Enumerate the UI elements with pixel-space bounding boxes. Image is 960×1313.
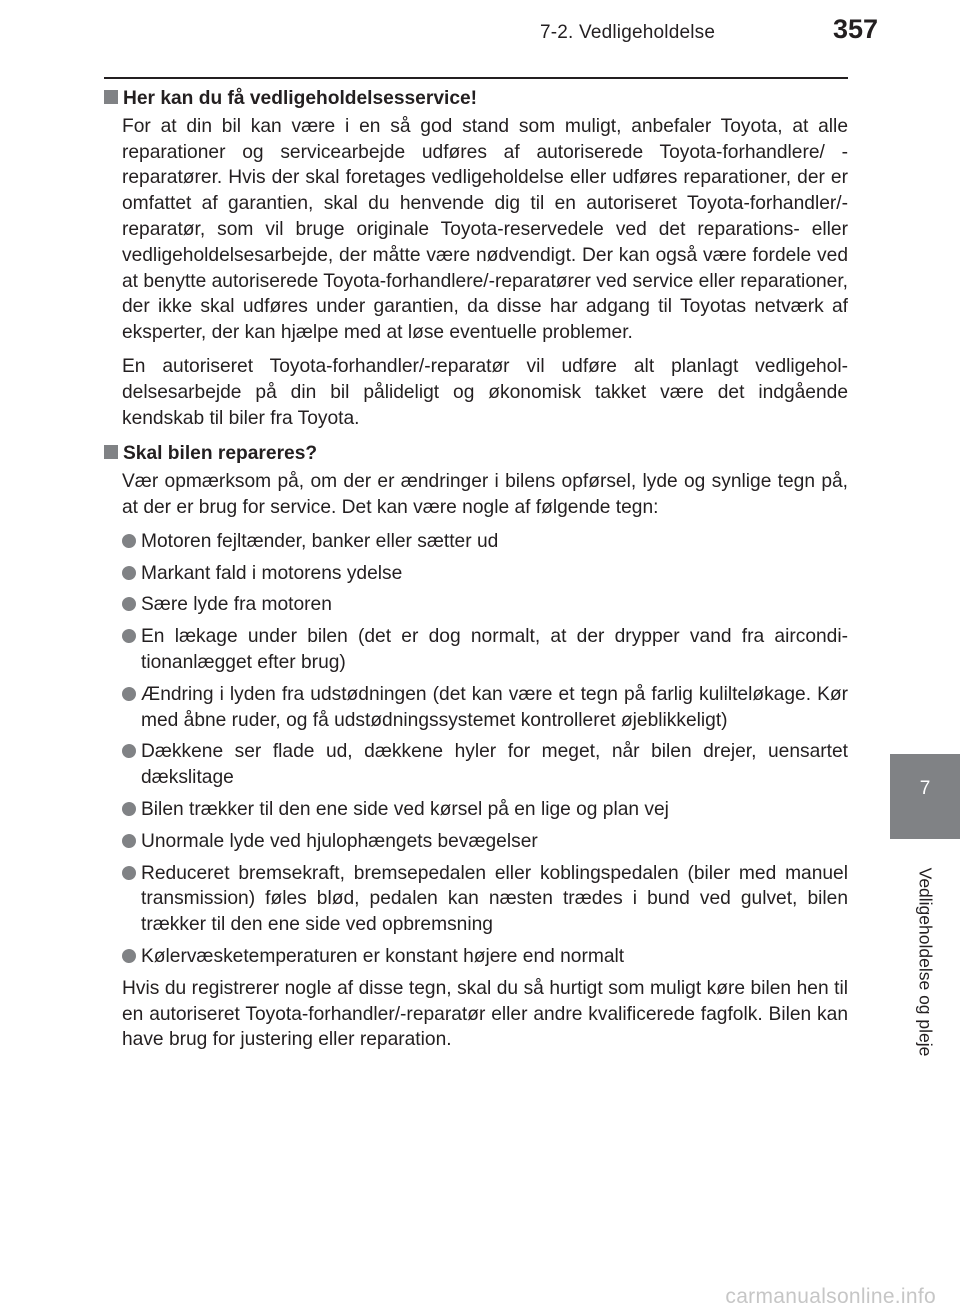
list-item-text: Kølervæsketemperaturen er konstant højere end normalt xyxy=(141,945,625,967)
round-bullet-icon xyxy=(122,629,136,643)
round-bullet-icon xyxy=(122,866,136,880)
chapter-tab-number: 7 xyxy=(919,778,931,799)
running-header-section: 7-2. Vedligeholdelse xyxy=(540,22,716,43)
square-bullet-icon xyxy=(104,445,118,459)
list-item xyxy=(122,529,848,555)
round-bullet-icon xyxy=(122,834,136,848)
page-body xyxy=(104,86,848,1061)
list-item-text: Motoren fejltænder, banker eller sætter ud xyxy=(141,530,499,552)
paragraph: For at din bil kan være i en så god stand som muligt, anbefaler Toyota, at alle reparationer og servicearbejde udføres af autoriserede Toyota-forhandlere/ -reparatører. Hvis der skal foretages vedligeholdelse eller udføres reparationer, der er omfattet af garantien, skal du henvende dig til en autoriseret Toyota-forhandler/-reparatør, som vil bruge originale Toyota-reservedele ved det reparations- eller vedligeholdelsesarbejde, der måtte være nødvendigt. Der kan også være fordele ved at benytte autoriserede Toyota-forhandlere/-reparatører ved service eller reparationer, der ikke skal udføres under garantien, da disse har adgang til Toyotas netværk af eksperter, der kan hjælpe med at løse eventuelle problemer. xyxy=(122,115,848,344)
list-item xyxy=(122,592,848,618)
list-item xyxy=(122,944,848,970)
section-heading-text: Skal bilen repareres? xyxy=(123,443,318,465)
square-bullet-icon xyxy=(104,90,118,104)
list-item-text: Dækkene ser flade ud, dækkene hyler for meget, når bilen drejer, uensartet dækslitage xyxy=(141,741,848,789)
list-item-text: Unormale lyde ved hjulophængets bevægelser xyxy=(141,830,538,852)
paragraph: En autoriseret Toyota-forhandler/-reparatør vil udføre alt planlagt vedligehol-delsesarbejde på din bil pålideligt og økonomisk takket være det indgående kendskab til biler fra Toyota. xyxy=(122,355,848,429)
list-item-text: Reduceret bremsekraft, bremsepedalen eller koblingspedalen (biler med manuel transmission) føles blød, pedalen kan næsten trædes i bund ved gulvet, bilen trækker til den ene side ved opbremsning xyxy=(141,862,848,936)
list-item-text: Markant fald i motorens ydelse xyxy=(141,562,403,584)
list-item-text: Ændring i lyden fra udstødningen (det kan være et tegn på farlig kulilteløkage. Kør med åbne ruder, og få udstødningssystemet kontrolleret øjeblikkeligt) xyxy=(141,683,848,731)
watermark: carmanualsonline.info xyxy=(725,1285,936,1308)
section-heading-text: Her kan du få vedligeholdelsesservice! xyxy=(123,88,478,109)
round-bullet-icon xyxy=(122,566,136,580)
list-item-text: En lækage under bilen (det er dog normalt, at der drypper vand fra aircondi-tionanlægget efter brug) xyxy=(141,626,848,673)
list-item-text: Sære lyde fra motoren xyxy=(141,594,332,616)
list-item xyxy=(122,797,848,823)
round-bullet-icon xyxy=(122,597,136,611)
list-item-text: Bilen trækker til den ene side ved kørsel på en lige og plan vej xyxy=(141,798,669,820)
list-item xyxy=(122,829,848,855)
round-bullet-icon xyxy=(122,744,136,758)
section-heading-repair xyxy=(104,441,848,467)
round-bullet-icon xyxy=(122,802,136,816)
chapter-tab-title: Vedligeholdelse og pleje xyxy=(915,867,936,1057)
paragraph-intro: Vær opmærksom på, om der er ændringer i bilens opførsel, lyde og synlige tegn på, at der er brug for service. Det kan være nogle af følgende tegn: xyxy=(122,471,848,518)
list-item xyxy=(122,561,848,587)
section-heading-service xyxy=(104,86,848,112)
header-divider xyxy=(104,77,848,79)
list-item xyxy=(122,861,848,938)
page-number: 357 xyxy=(832,14,878,44)
round-bullet-icon xyxy=(122,687,136,701)
paragraph-outro: Hvis du registrerer nogle af disse tegn, skal du så hurtigt som muligt køre bilen hen til en autoriseret Toyota-forhandler/-reparatør eller andre kvalificerede fagfolk. Bilen kan have brug for justering eller reparation. xyxy=(122,977,848,1051)
list-item xyxy=(122,739,848,791)
round-bullet-icon xyxy=(122,949,136,963)
round-bullet-icon xyxy=(122,534,136,548)
list-item xyxy=(122,682,848,734)
list-item xyxy=(122,624,848,676)
